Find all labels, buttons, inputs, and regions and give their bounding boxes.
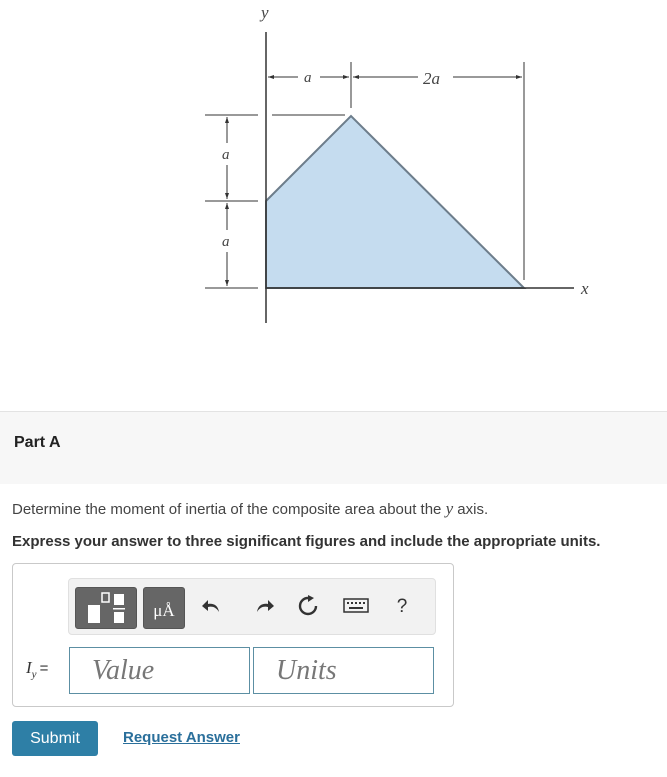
reset-icon[interactable] — [295, 595, 321, 619]
question-variable: y — [445, 499, 454, 518]
help-button[interactable]: ? — [396, 596, 408, 617]
undo-icon[interactable] — [199, 595, 225, 619]
dim-a-left-upper: a — [222, 147, 230, 163]
dim-a-left-lower: a — [222, 234, 230, 250]
composite-shape — [266, 116, 524, 288]
math-toolbar — [68, 578, 436, 635]
value-input[interactable]: Value — [69, 647, 250, 694]
part-title: Part A — [14, 434, 61, 451]
submit-button[interactable]: Submit — [12, 721, 98, 756]
instruction-text: Express your answer to three significant figures and include the appropriate units. — [12, 533, 601, 550]
request-answer-link[interactable]: Request Answer — [123, 729, 240, 746]
dim-2a-top: 2a — [423, 69, 440, 88]
redo-icon[interactable] — [251, 595, 277, 619]
symbols-button[interactable]: μÅ — [143, 587, 185, 629]
part-header[interactable] — [0, 412, 667, 484]
answer-label: $I_y$ = — [26, 658, 49, 681]
fraction-template-button[interactable] — [75, 587, 137, 629]
keyboard-icon[interactable] — [341, 595, 371, 619]
answer-box — [12, 563, 454, 707]
dim-a-top: a — [304, 70, 312, 86]
fraction-template-icon — [76, 588, 136, 628]
y-axis-label: y — [261, 3, 269, 22]
x-axis-label: x — [581, 279, 589, 298]
units-input[interactable]: Units — [253, 647, 434, 694]
question-text: Determine the moment of inertia of the composite area about the y axis. — [12, 499, 489, 518]
